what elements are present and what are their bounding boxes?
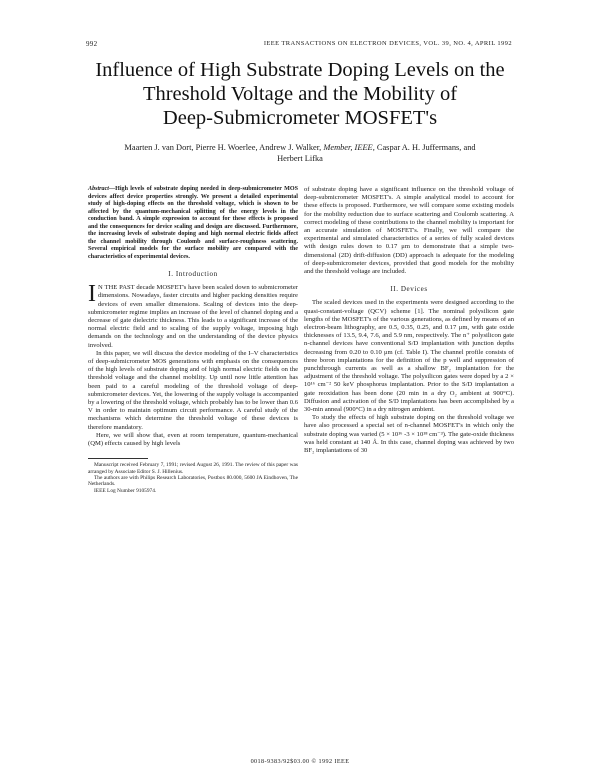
author-line xyxy=(70,142,530,153)
paragraph: In this paper, we will discuss the device modeling of the I–V characteristics of deep-submicrometer MOS generations with emphasis on the consequences of the high levels of substrate doping and of high normal electric fields on the threshold voltage and the channel mobility. Up until now little attention has been paid to a careful modeling of the threshold voltage of deep-submicrometer devices. Yet, the lowering of the supply voltage is accompanied by a lowering of the threshold voltage, which probably has to be lower than 0.6 V in order to maintain optimum circuit performance. A careful study of the mechanisms which determine the threshold voltage of these devices is therefore mandatory. xyxy=(88,349,298,431)
footnote: The authors are with Philips Research Laboratories, Postbox 80.000, 5600 JA Eindhoven, The Netherlands. xyxy=(88,475,298,488)
paragraph xyxy=(88,281,298,350)
copyright-code: 0018-9383/92$03.00 © 1992 IEEE xyxy=(250,758,350,765)
paragraph: The scaled devices used in the experiments were designed according to the quasi-constant-voltage (QCV) scheme [1]. The nominal polysilicon gate lengths of the MOSFET's of the various generations, as defined by means of an electron-beam lithography, are 0.5, 0.35, 0.25, and 0.17 μm, with gate oxide thicknesses of 13.5, 9.4, 7.6, and 5.9 nm, respectively. The n⁺ polysilicon gate n-channel devices have conventional S/D implantation with junction depths decreasing from 0.20 to 0.10 μm (cf. Table I). The channel profile consists of three boron implantations for the definition of the p well and suppression of punchthrough currents as well as a shallow BF₂ implantation for the adjustment of the threshold voltage. The polysilicon gates were doped by a 2 × 10¹⁶ cm⁻² 50 keV phosphorus implantation. Prior to the S/D implantation a gate reoxidation has been done (20 min in a dry O₂ ambient at 900°C). Diffusion and activation of the S/D implantations has been accomplished by a 30-min anneal (900°C) in a dry nitrogen ambient. xyxy=(304,299,514,414)
paper-title xyxy=(60,58,540,130)
paragraph: of substrate doping have a significant influence on the threshold voltage of deep-submicrometer MOSFET's. A simple analytical model to account for these effects is proposed. Furthermore, we will compare some existing models for the mobility reduction due to surface scattering and Coulomb scattering. A correct modeling of these contributions to the channel mobility is important for an accurate simulation of MOSFET's. Finally, we will compare the experimental and simulated characteristics of a series of fully scaled devices with design rules down to 0.17 μm to demonstrate that a simple two-dimensional (2D) drift-diffusion (DD) approach is adequate for the modeling of deep-submicrometer devices, provided that good models for the mobility and the threshold voltage are included. xyxy=(304,186,514,276)
journal-header: IEEE TRANSACTIONS ON ELECTRON DEVICES, VOL. 39, NO. 4, APRIL 1992 xyxy=(263,40,512,47)
section-heading-devices: II. Devices xyxy=(390,285,428,294)
abstract-text: —High levels of substrate doping needed in deep-submicrometer MOS devices affect device properties strongly. We present a detailed experimental study of high-doping effects on the threshold voltage, which is shown to be affected by the quantum-mechanical splitting of the energy levels in the conduction band. A simple expression to account for these effects is proposed and the consequences for device scaling and design are discussed. Furthermore, the increasing levels of substrate doping and high normal electric fields affect the channel mobility through Coulomb and surface-roughness scattering. Several empirical models for the surface mobility are compared with the characteristics of experimental devices. xyxy=(88,186,298,260)
abstract-label: Abstract xyxy=(88,186,109,192)
left-column xyxy=(88,186,298,494)
title-line: Deep-Submicrometer MOSFET's xyxy=(162,107,438,129)
title-line: Threshold Voltage and the Mobility of xyxy=(142,83,458,105)
author-line: Herbert Lifka xyxy=(277,154,323,163)
drop-cap: I xyxy=(88,281,96,308)
member-designation: Member, IEEE xyxy=(323,143,373,152)
abstract xyxy=(88,186,298,261)
footnote: Manuscript received February 7, 1991; revised August 26, 1991. The review of this paper was arranged by Associate Editor S. J. Hillenius. xyxy=(88,462,298,475)
page-number: 992 xyxy=(86,40,98,48)
footnote: IEEE Log Number 9105974. xyxy=(94,487,157,494)
right-column xyxy=(304,186,514,455)
section-heading-introduction: I. Introduction xyxy=(168,270,218,278)
paragraph-text: N THE PAST decade MOSFET's have been scaled down to submicrometer dimensions. Nowadays, faster circuits and higher packing densities require devices of even smaller dimensions. Scaling of devices into the deep-submicrometer regime implies an increase of the level of channel doping and a decrease of gate dielectric thickness. This leads to a significant increase of the normal electric field and to scaling of the supply voltage, imposing high demands on the technology and on the understanding of the device physics involved. xyxy=(88,284,298,349)
title-line: Influence of High Substrate Doping Levels on the xyxy=(95,59,505,81)
paragraph: To study the effects of high substrate doping on the threshold voltage we have also processed a special set of n-channel MOSFET's in which only the substrate doping was varied (5 × 10¹⁶ -3 × 10¹⁸ cm⁻³). The gate-oxide thickness was held constant at 140 Å. In this case, channel doping was achieved by two BF₂ implantations of 30 xyxy=(304,414,514,455)
author-names: Maarten J. van Dort, Pierre H. Woerlee, Andrew J. Walker, xyxy=(124,143,324,152)
author-list xyxy=(70,142,530,164)
paragraph: Here, we will show that, even at room temperature, quantum-mechanical (QM) effects caused by high levels xyxy=(88,431,298,448)
author-names: , Caspar A. H. Juffermans, and xyxy=(372,143,476,152)
footnote-divider xyxy=(88,458,148,459)
